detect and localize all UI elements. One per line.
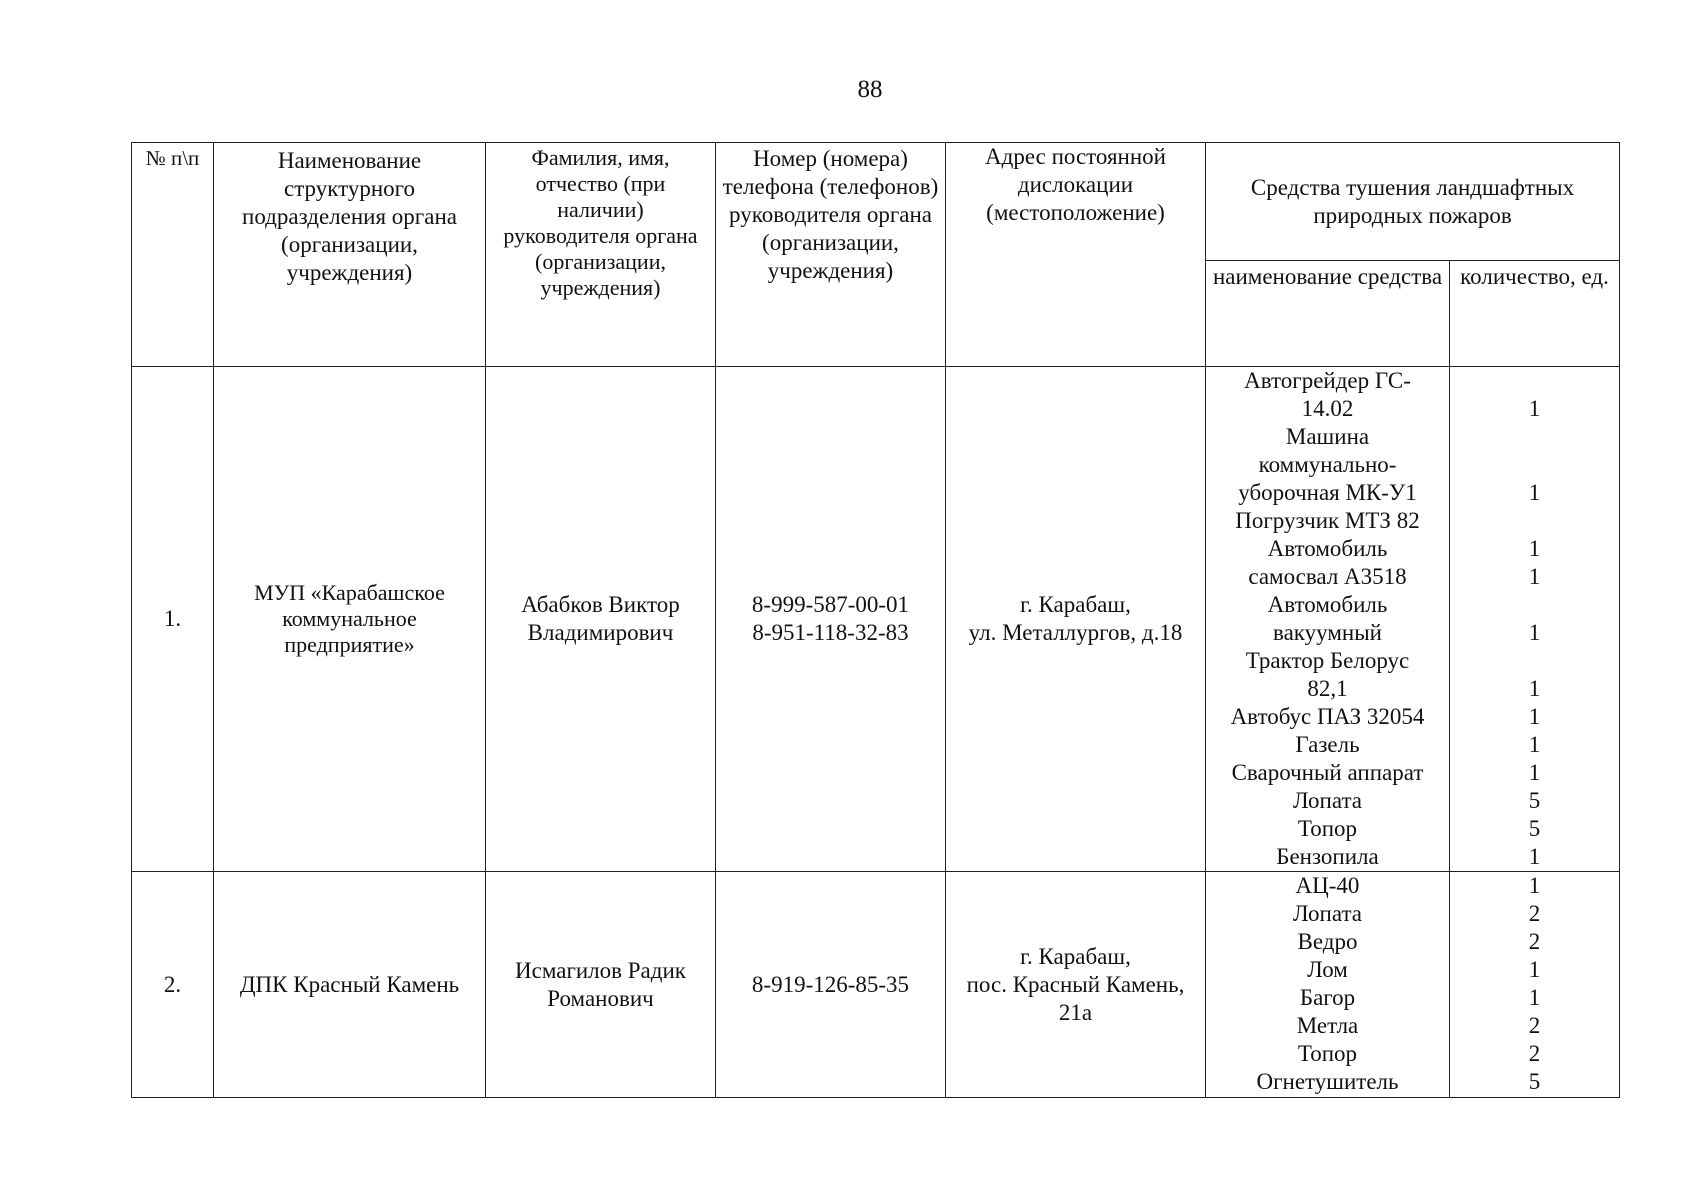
means-item: Лопата bbox=[1293, 788, 1362, 813]
qty-item bbox=[1454, 423, 1615, 451]
header-phone: Номер (номера) телефона (телефонов) руководителя органа (организации, учреждения) bbox=[716, 143, 946, 367]
row-address bbox=[946, 872, 1206, 1098]
qty-item: 1 bbox=[1528, 957, 1541, 982]
qty-item: 5 bbox=[1528, 816, 1541, 841]
row-phone bbox=[716, 872, 946, 1098]
qty-item bbox=[1454, 591, 1615, 619]
row-phone bbox=[716, 367, 946, 872]
address-line-2: пос. Красный Камень, bbox=[966, 971, 1185, 997]
means-item: Огнетушитель bbox=[1256, 1069, 1399, 1094]
qty-item: 1 bbox=[1528, 844, 1541, 869]
qty-item: 2 bbox=[1528, 929, 1541, 954]
means-item: Лом bbox=[1307, 957, 1348, 982]
qty-item: 1 bbox=[1528, 564, 1541, 589]
qty-item: 1 bbox=[1528, 985, 1541, 1010]
means-name-list bbox=[1206, 367, 1450, 872]
row-head: Исмагилов Радик Романович bbox=[486, 872, 716, 1098]
header-means: Средства тушения ландшафтных природных пожаров bbox=[1206, 143, 1620, 261]
qty-item: 1 bbox=[1528, 620, 1541, 645]
qty-item bbox=[1454, 647, 1615, 675]
phone-1: 8-999-587-00-01 bbox=[751, 592, 910, 617]
means-item: уборочная МК-У1 bbox=[1238, 480, 1417, 505]
means-item: Автомобиль bbox=[1267, 536, 1388, 561]
row-org: МУП «Карабашское коммунальное предприятие» bbox=[214, 367, 486, 872]
row-num: 2. bbox=[132, 872, 214, 1098]
means-item: Багор bbox=[1299, 985, 1356, 1010]
row-num: 1. bbox=[132, 367, 214, 872]
qty-item: 1 bbox=[1528, 396, 1541, 421]
phone-2: 8-951-118-32-83 bbox=[752, 620, 909, 645]
qty-item: 1 bbox=[1528, 536, 1541, 561]
qty-item: 5 bbox=[1528, 788, 1541, 813]
header-head-fio: Фамилия, имя, отчество (при наличии) руководителя органа (организации, учреждения) bbox=[486, 143, 716, 367]
means-item: Автогрейдер ГС- bbox=[1244, 368, 1411, 393]
qty-item: 1 bbox=[1528, 732, 1541, 757]
means-qty-list bbox=[1450, 872, 1620, 1098]
qty-item: 1 bbox=[1528, 676, 1541, 701]
means-item: Топор bbox=[1297, 816, 1358, 841]
means-item: 14.02 bbox=[1301, 396, 1354, 421]
qty-item bbox=[1454, 507, 1615, 535]
qty-item: 2 bbox=[1528, 1041, 1541, 1066]
phone-1: 8-919-126-85-35 bbox=[751, 971, 910, 997]
address-line-3: 21а bbox=[1058, 999, 1093, 1025]
means-item: АЦ-40 bbox=[1295, 873, 1360, 898]
header-address: Адрес постоянной дислокации (местоположение) bbox=[946, 143, 1206, 367]
means-item: самосвал А3518 bbox=[1248, 564, 1407, 589]
header-num: № п\п bbox=[132, 143, 214, 367]
page-number: 88 bbox=[857, 76, 883, 103]
means-item: Лопата bbox=[1293, 901, 1362, 926]
address-line-1: г. Карабаш, bbox=[1020, 592, 1131, 617]
means-item: Трактор Белорус bbox=[1245, 648, 1410, 673]
means-item: Газель bbox=[1295, 732, 1360, 757]
means-qty-list bbox=[1450, 367, 1620, 872]
header-org-name: Наименование структурного подразделения органа (организации, учреждения) bbox=[214, 143, 486, 367]
qty-item: 1 bbox=[1528, 873, 1541, 898]
means-item: Автомобиль bbox=[1267, 592, 1388, 617]
qty-item: 1 bbox=[1528, 480, 1541, 505]
qty-item: 1 bbox=[1528, 760, 1541, 785]
means-item: Ведро bbox=[1297, 929, 1358, 954]
address-line-2: ул. Металлургов, д.18 bbox=[968, 620, 1183, 645]
header-means-qty: количество, ед. bbox=[1450, 261, 1620, 367]
table-row bbox=[132, 367, 1620, 872]
qty-item bbox=[1454, 367, 1615, 395]
qty-item: 2 bbox=[1528, 901, 1541, 926]
means-item: 82,1 bbox=[1307, 676, 1348, 701]
header-means-name: наименование средства bbox=[1206, 261, 1450, 367]
table-row bbox=[132, 872, 1620, 1098]
means-item: Сварочный аппарат bbox=[1231, 760, 1424, 785]
fire-means-table bbox=[131, 142, 1620, 1098]
means-item: Бензопила bbox=[1276, 844, 1379, 869]
means-name-list bbox=[1206, 872, 1450, 1098]
means-item: вакуумный bbox=[1273, 620, 1382, 645]
qty-item bbox=[1454, 451, 1615, 479]
qty-item: 1 bbox=[1528, 704, 1541, 729]
row-address bbox=[946, 367, 1206, 872]
row-org: ДПК Красный Камень bbox=[214, 872, 486, 1098]
qty-item: 2 bbox=[1528, 1013, 1541, 1038]
means-item: Топор bbox=[1297, 1041, 1358, 1066]
row-head: Абабков Виктор Владимирович bbox=[486, 367, 716, 872]
means-item: Машина bbox=[1285, 424, 1370, 449]
means-item: Автобус ПАЗ 32054 bbox=[1230, 704, 1425, 729]
qty-item: 5 bbox=[1528, 1069, 1541, 1094]
address-line-1: г. Карабаш, bbox=[1020, 943, 1131, 969]
means-item: коммунально- bbox=[1258, 452, 1397, 477]
means-item: Метла bbox=[1296, 1013, 1359, 1038]
means-item: Погрузчик МТЗ 82 bbox=[1235, 508, 1420, 533]
